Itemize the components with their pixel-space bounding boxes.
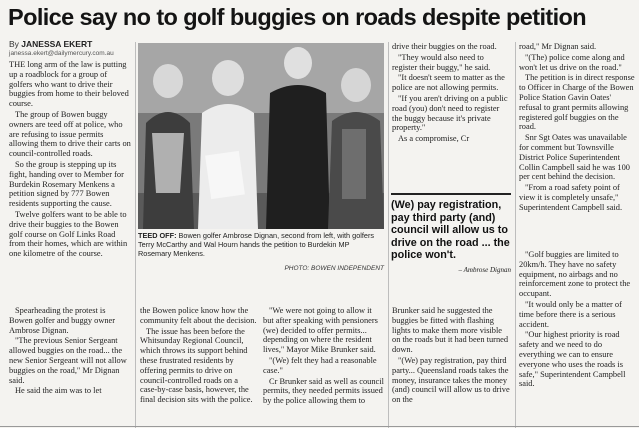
photo-illustration — [138, 43, 384, 229]
photo-credit: PHOTO: BOWEN INDEPENDENT — [284, 265, 384, 272]
paragraph: "(We) felt they had a reasonable case." — [263, 355, 377, 375]
paragraph: "(We) pay registration, pay third party... Queensland roads takes the money, insurance takes the money (and) council will allow us to drive on the — [392, 355, 510, 405]
column-divider — [135, 42, 136, 428]
paragraph: "We were not going to allow it but after speaking with pensioners (we) decided to offer permits... depending on where the resident lives," Mayor Mike Brunker said. — [263, 306, 378, 355]
paragraph: Twelve golfers want to be able to drive their buggies to the Bowen golf course on Golf Links Road from their homes, which are within one kilometre of the course. — [9, 209, 128, 259]
headline: Police say no to golf buggies on roads despite petition — [8, 4, 587, 30]
paragraph: Spearheading the protest is Bowen golfer and buggy owner Ambrose Dignan. — [9, 306, 116, 335]
column-3-bottom — [263, 306, 384, 407]
byline-prefix: By — [9, 39, 19, 49]
page-bottom-rule — [0, 426, 639, 427]
byline — [9, 39, 92, 49]
paragraph: the Bowen police know how the community felt about the decision. — [140, 306, 257, 325]
paragraph: "It would only be a matter of time before there is a serious accident. — [519, 299, 622, 329]
column-divider — [515, 42, 516, 428]
pull-quote-attribution: – Ambrose Dignan — [458, 265, 511, 274]
column-2-bottom — [140, 306, 257, 406]
photo-caption — [138, 231, 384, 258]
paragraph: "The previous Senior Sergeant allowed buggies on the road... the new Senior Sergeant will not allow buggies on the road," Mr Dignan said. — [9, 336, 127, 385]
paragraph: He said the aim was to let — [15, 386, 102, 396]
paragraph: drive their buggies on the road. — [392, 42, 497, 51]
column-1-bottom — [9, 306, 131, 397]
column-4-top — [392, 42, 510, 145]
paragraph: The group of Bowen buggy owners are teed off at police, who are refusing to issue permits allowing them to drive their carts on council-controlled roads. — [9, 109, 131, 159]
paragraph: "They would also need to register their buggy," he said. — [392, 52, 491, 72]
paragraph: Cr Brunker said as well as council permits, they needed permits issued by the police allowing them to — [263, 376, 384, 406]
column-divider — [388, 42, 389, 428]
column-5-top — [519, 42, 635, 214]
column-4-bottom — [392, 306, 510, 406]
column-1-top — [9, 60, 131, 260]
pull-quote — [391, 193, 511, 274]
author-name: JANESSA EKERT — [21, 39, 93, 49]
paragraph: Brunker said he suggested the buggies be fitted with flashing lights to make them more visible on the roads but it had been turned down. — [392, 306, 509, 355]
paragraph: Snr Sgt Oates was unavailable for comment but Townsville District Police Superintendent Collin Campbell said he was 100 per cent behind the decision. — [519, 133, 630, 182]
paragraph: "It doesn't seem to matter as the police are not allowing permits. — [392, 73, 505, 93]
paragraph: "Golf buggies are limited to 20km/h. They have no safety equipment, no airbags and no reinforcement zone to protect the occupant. — [519, 250, 631, 299]
author-email: janessa.ekert@dailymercury.com.au — [9, 50, 114, 57]
paragraph: THE long arm of the law is putting up a roadblock for a group of golfers who want to drive their buggies from home to their beloved course. — [9, 60, 129, 109]
pull-quote-text: (We) pay registration, pay third party (and) council will allow us to drive on the road ... the police won't. — [391, 199, 510, 261]
caption-text: Bowen golfer Ambrose Dignan, second from left, with golfers Terry McCarthy and Wal Hourn hands the petition to Burdekin MP Rosemary Menkens. — [138, 231, 375, 258]
paragraph: "(The) police come along and won't let us drive on the road." — [519, 52, 625, 72]
news-photo — [138, 43, 384, 229]
paragraph: As a compromise, Cr — [398, 134, 470, 144]
column-5-bottom — [519, 250, 635, 390]
paragraph: "If you aren't driving on a public road (you) don't need to register the buggy because it's private property." — [392, 93, 508, 133]
caption-lead: TEED OFF: — [138, 231, 177, 240]
paragraph: road," Mr Dignan said. — [519, 42, 597, 51]
paragraph: "Our highest priority is road safety and we need to do everything we can to ensure everyone who uses the roads is safe," Superintendent Campbell said. — [519, 330, 626, 389]
paragraph: The issue has been before the Whitsunday Regional Council, which throws its support behind these frustrated residents by offering permits to drive on council-controlled roads on a case-by-case basis, however, the final decision sits with the police. — [140, 326, 253, 405]
paragraph: The petition is in direct response to Officer in Charge of the Bowen Police Station Gavin Oates' refusal to grant permits allowing registered golf buggies on the road. — [519, 73, 635, 132]
paragraph: So the group is stepping up its fight, handing over to Member for Burdekin Rosemary Menkens a petition signed by 777 Bowen residents supporting the cause. — [9, 159, 124, 209]
paragraph: "From a road safety point of view it is completely unsafe," Superintendent Campbell said. — [519, 183, 623, 212]
